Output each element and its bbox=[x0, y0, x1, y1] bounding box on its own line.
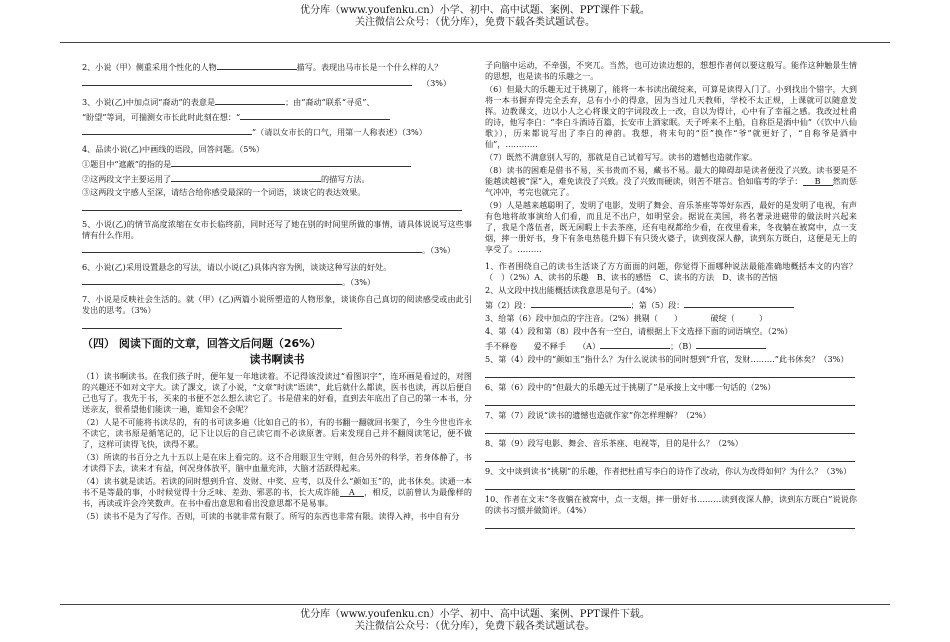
rq-7: 7、第（7）段说“读书的遗憾也造就作家”你怎样理解？（2%） bbox=[485, 410, 711, 420]
answer-line[interactable] bbox=[485, 367, 855, 378]
question-2-score: （3%） bbox=[422, 78, 452, 88]
rq-2-label-b: ；第（5）段： bbox=[630, 300, 685, 310]
paragraph-4 bbox=[82, 476, 472, 509]
answer-line[interactable] bbox=[485, 479, 855, 490]
question-2 bbox=[82, 60, 472, 73]
section-heading: （四） 阅读下面的文章，回答文后问题（26%） bbox=[82, 337, 322, 350]
question-6-answer bbox=[82, 275, 472, 288]
paragraph-1: （1）读书啊读书。在我们孩子时，便年复一年地读着。不记得该没读过“看图识字”，连环画是看过的，对图的兴趣还不如对文字大。读了課文，读了小说，“文章”时读“语读”，此后就什么都读，医书也读，再以后便自己也写了。我先于书，买来的书便不怎么想么读它了。书是借来的好看，直到去年底出了自己的第一本书，分送亲友，很希望他们能读一遍，谁知会不会呢？ bbox=[82, 371, 472, 414]
footer-line-2: 关注微信公众号：（优分库），免费下载各类试题试卷。 bbox=[355, 621, 595, 632]
paragraph-5-cont: 子向脑中运动，不牵强，不突兀。当然，也可边读边想的，想想作者何以要这般写。能作这种触景生情的思想，也是读书的乐趣之一。 bbox=[485, 60, 857, 81]
question-3-cont bbox=[82, 110, 472, 123]
rq-1: 1、作者围绕自己的读书生活谈了方方面面的问题，你觉得下面哪种说法最能准确地概括本文的内容？（ ）（2%）A、读书的乐趣 B、读书的感悟 C、读书的方法 D、读书的苦恼 bbox=[485, 261, 857, 282]
question-4-1-text: ①题目中“遮蔽”的指的是 bbox=[82, 159, 172, 169]
question-3-text: 3、小说(乙)中加点词“裔动”的表意是 bbox=[82, 97, 216, 107]
answer-blank[interactable] bbox=[240, 110, 390, 120]
paragraph-8-text-b: 然而惩气冲冲，考完也就完了。 bbox=[485, 176, 857, 197]
question-4-2-text: ②这两段文字主要运用了 bbox=[82, 174, 172, 184]
question-3-text-c: “盼望”等词，可揣测女市长此时此刻在想：“ bbox=[82, 112, 241, 122]
rq-9: 9、文中谈到读书“挑剔”的乐趣，作者把杜甫写李白的诗作了改动，你认为改得如何？为什么？（3%） bbox=[485, 466, 852, 476]
rq-6: 6、第（6）段中的“但最大的乐趣无过于挑剔了”是承接上文中哪一句话的（2%） bbox=[485, 382, 776, 392]
rq-2: 2、从文段中找出能概括读我意思是句子。（4%） bbox=[485, 285, 661, 295]
question-3-end bbox=[82, 125, 472, 138]
answer-line[interactable] bbox=[82, 200, 462, 211]
answer-blank[interactable] bbox=[171, 172, 321, 182]
page-header bbox=[0, 5, 950, 29]
header-line-1: 优分库（www.youfenku.cn）小学、初中、高中试题、案例、PPT课件下载。 bbox=[300, 5, 650, 16]
question-5: 5、小说(乙)的情节高度浓缩在女市长临终前，同时还写了她在别的时间里所做的事情，请具体说说写这些事情有什么作用。 bbox=[82, 219, 472, 240]
question-5-score: 。（3%） bbox=[422, 245, 456, 255]
header-line-2: 关注微信公众号：（优分库），免费下载各类试题试卷。 bbox=[355, 17, 595, 28]
question-7: 7、小说是反映社会生活的。就（甲）(乙)两篇小说所塑造的人物形象，谈谈你自己真切的阅读感受或由此引发出的思考。（3%） bbox=[82, 294, 472, 315]
paragraph-8-text: （8）读书的困难是借书不易，买书贵而不易，藏书不易。最大的障碍却是读者便没了兴致。读书要是不能越读越被“深”入，难免读没了兴致。没了兴致而硬读，则苦不堪言。恰如临考的学子： bbox=[485, 165, 857, 186]
answer-blank[interactable] bbox=[600, 339, 670, 349]
header-rule bbox=[60, 42, 890, 43]
question-6-score: 。（3%） bbox=[342, 277, 376, 287]
question-6: 6、小说(乙)采用设置悬念的写法，请以小说(乙)具体内容为例，谈谈这种写法的好处。 bbox=[82, 262, 392, 272]
rq-2-answer bbox=[485, 298, 857, 311]
answer-line[interactable] bbox=[82, 75, 412, 86]
answer-blank[interactable] bbox=[82, 275, 342, 285]
question-4-2-text-b: 的描写方法。 bbox=[321, 174, 370, 184]
question-4-2 bbox=[82, 172, 472, 185]
question-4-1 bbox=[82, 157, 472, 170]
rq-8: 8、第（9）段写电影、舞会、音乐茶座、电视等，目的是什么？（2%） bbox=[485, 438, 743, 448]
paragraph-4-text: （4）读书就是读话。若读的同时想到升官、发财、中奖、应考，以及什么“颜如玉”的，此书休矣。读通一本书不是等最的事，小时候觉得十分乏味、差劲、邪恶的书，长大成诈能 bbox=[82, 476, 472, 497]
question-2-text-b: 描写。表现出马市长是一个什么样的人？ bbox=[296, 62, 443, 72]
footer-line-1: 优分库（www.youfenku.cn）小学、初中、高中试题、案例、PPT课件下载。 bbox=[300, 609, 650, 620]
rq-4-answer bbox=[485, 339, 857, 352]
rq-4-label-b: ；（B） bbox=[670, 341, 697, 351]
paragraph-7: （7）既然不满意别人写的，那就是自己试着写写。读书的遗憾也造就作家。 bbox=[485, 152, 758, 162]
blank-b: B bbox=[803, 176, 833, 186]
paragraph-4-text-b: ，相反，以前曾认为最像样的书，再读或许会冷笑数声。在书中看出意思和看出没意思都不是易事。 bbox=[82, 487, 472, 508]
answer-blank[interactable] bbox=[684, 298, 794, 308]
question-3-text-d: ”（请以女市长的口气，用第一人称表述）（3%） bbox=[252, 127, 427, 137]
rq-10: 10、作者在文末“冬夜躺在被窝中，点一支烟，摔一册好书………读到夜深人静，读到东方既白”说说你的读书习惯并做简评。（4%） bbox=[485, 494, 857, 515]
article-title: 读书啊读书 bbox=[249, 353, 305, 366]
paragraph-9: （9）人是越来越聪明了，发明了电影，发明了舞会、音乐茶座等等好东西，最好的是发明了电视，有声有色地将故事演给人们看，而且足不出户，如明堂会。据说在美国，将名著录进磁带的做法时兴起来了，我是个落伍者，既无闲暇上卡去茶座，还有电视都给少看，在夜里看来，冬夜躺在被窝中，点一支烟，摔一册好书，身下有条电热毯升脚下有只烫火婆子，读到夜深人静，读到东方既白，这便是无上的享受了。……… bbox=[485, 200, 857, 254]
answer-line[interactable] bbox=[485, 518, 855, 529]
answer-line[interactable] bbox=[485, 423, 855, 434]
paragraph-2: （2）人是不可能将书读尽的，有的书可读多遍（比如自己的书），有的书翻一翻就回书架了，今生今世也许永不读它，读书原是循笔记的，记下让以后的自己读它而不必读原著。后来发现自己并不翻阅读笔记，便不做了，这样可读得飞快，读得不累。 bbox=[82, 417, 472, 449]
paragraph-8 bbox=[485, 165, 857, 198]
answer-line[interactable] bbox=[82, 318, 342, 329]
answer-blank[interactable] bbox=[171, 157, 411, 167]
right-column bbox=[485, 60, 857, 529]
answer-blank[interactable] bbox=[696, 339, 766, 349]
answer-blank[interactable] bbox=[82, 125, 252, 135]
paragraph-5: （5）读书不是为了写作。否则，可读的书就非常有限了。所写的东西也非常有限。读得入神，书中自有分 bbox=[82, 511, 460, 521]
answer-blank[interactable] bbox=[82, 243, 422, 253]
answer-line[interactable] bbox=[485, 395, 855, 406]
question-3 bbox=[82, 95, 472, 108]
page-footer bbox=[0, 609, 950, 633]
rq-4: 4、第（4）段和第（8）段中各有一空白，请根据上下文选择下面的词语填空。（2%） bbox=[485, 326, 793, 336]
question-3-text-b: ；由“裔动”联系“寻觅”、 bbox=[285, 97, 375, 107]
rq-3: 3、给第（6）段中加点的字注音。（2%）挑剔（ ） 破绽（ ） bbox=[485, 313, 768, 323]
paragraph-3: （3）所读的书百分之九十五以上是在床上看完的。这不合用眼卫生守则，但合另外的科学，若身体静了，书才读得下去，读来才有益，何况身体放平，脑中血量充沛，大脑才活跃得起来。 bbox=[82, 452, 472, 473]
rq-5: 5、第（4）段中的“颜如玉”指什么？为什么说读书的同时想到“升官，发财………”此书休矣？（3%） bbox=[485, 354, 849, 364]
answer-line[interactable] bbox=[485, 451, 855, 462]
answer-blank[interactable] bbox=[531, 298, 631, 308]
rq-4-label-a: 手不释卷 爱不释手 （A） bbox=[485, 341, 601, 351]
question-2-text: 2、小说（甲）侧重采用个性化的人物 bbox=[82, 62, 217, 72]
answer-blank[interactable] bbox=[215, 95, 285, 105]
question-4-3: ③这两段文字感人至深，请结合给你感受最深的一个词语，谈谈它的表达效果。 bbox=[82, 187, 366, 197]
answer-blank[interactable] bbox=[217, 60, 297, 70]
paragraph-6: （6）但最大的乐趣无过于挑剔了，能将一本书读出破绽来，可算是读得入门了。小到找出个错字，大到将一本书摒弃得完全丢弃，总有小小的得意，因为当过几天教师，学校不太正规，上课就可以随意发挥。边教课文，边以小人之心将课文的字词段改上一改，自以为得计，心中有了幸福之感。我改过杜甫的诗，他写李白：“李白斗酒诗百篇，长安市上酒家眠。天子呼来不上船，自称臣是酒中仙”（《饮中八仙歌》），历来都说写出了李白的神韵。我想，将末句的“臣”换作“爷”就更好了，“自称爷是酒中仙”，………… bbox=[485, 84, 857, 149]
question-4: 4、品读小说(乙)中画线的语段，回答问题。（5%） bbox=[82, 144, 265, 154]
blank-a: A bbox=[340, 487, 364, 497]
left-column bbox=[82, 60, 472, 524]
question-5-answer bbox=[82, 243, 472, 256]
rq-2-label-a: 第（2）段： bbox=[485, 300, 531, 310]
footer-rule bbox=[60, 604, 890, 605]
